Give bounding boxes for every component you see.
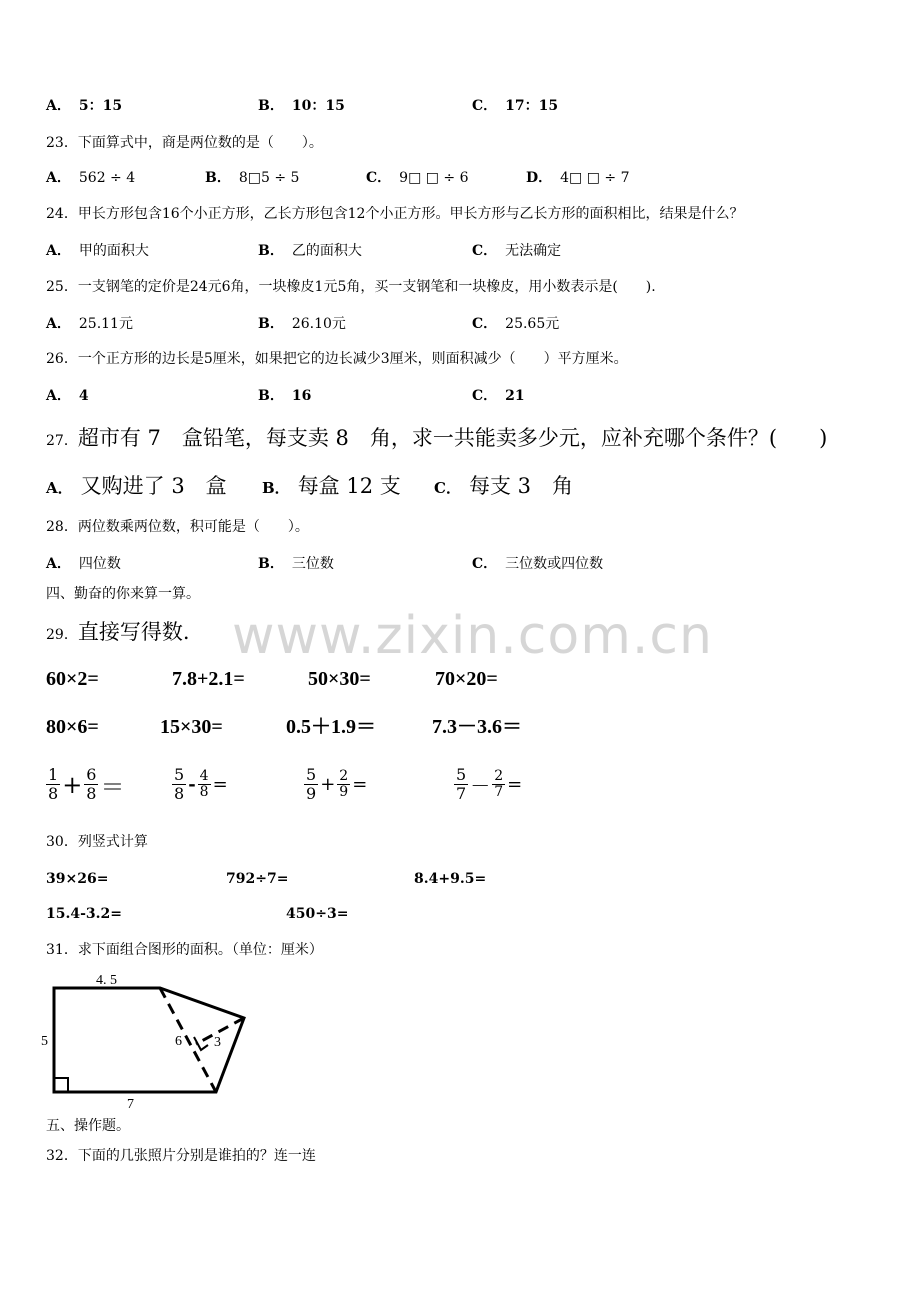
section-5-heading: 五、操作题。 (46, 1118, 130, 1134)
q28-option-a[interactable]: A． 四位数 (46, 556, 121, 572)
fraction-expression: $\frac{5}{8}$ - $\frac{4}{8}$ = (174, 765, 228, 803)
label-height: 3 (214, 1035, 221, 1050)
fraction-expression: $\frac{5}{7}$ － $\frac{2}{7}$ = (456, 765, 523, 803)
label-bottom: 7 (127, 1097, 134, 1110)
q22-option-b[interactable]: B． 10：15 (258, 98, 345, 114)
q29-number: 29． (46, 627, 78, 643)
fraction: $\frac{2}{9}$ (339, 768, 349, 800)
q23-option-c[interactable]: C． 9□ □ ÷ 6 (366, 170, 469, 186)
q25-text: 25．一支钢笔的定价是24元6角，一块橡皮1元5角，买一支钢笔和一块橡皮，用小数表示是( ). (46, 279, 656, 295)
q24-option-a[interactable]: A． 甲的面积大 (46, 243, 149, 259)
q29-title (46, 618, 190, 646)
watermark: www.zixin.com.cn (232, 606, 713, 666)
calc-item: 7.8+2.1= (172, 668, 245, 690)
q23-text: 23．下面算式中，商是两位数的是（ ）。 (46, 135, 323, 151)
q27-question: 超市有 7 盒铅笔，每支卖 8 角，求一共能卖多少元，应补充哪个条件？( ) (77, 426, 828, 450)
calc-item: 0.5＋1.9＝ (286, 716, 376, 738)
q26-option-c[interactable]: C． 21 (472, 388, 525, 404)
q23-option-d[interactable]: D． 4□ □ ÷ 7 (526, 170, 630, 186)
calc-item: 50×30= (308, 668, 371, 690)
calc-item: 70×20= (435, 668, 498, 690)
fraction: $\frac{5}{8}$ (174, 765, 185, 803)
q24-option-c[interactable]: C． 无法确定 (472, 243, 562, 259)
q26-text: 26．一个正方形的边长是5厘米，如果把它的边长减少3厘米，则面积减少（ ）平方厘米。 (46, 351, 628, 367)
fraction: $\frac{6}{8}$ (86, 765, 97, 803)
q32-text: 32．下面的几张照片分别是谁拍的？连一连 (46, 1148, 316, 1164)
q30-text: 30．列竖式计算 (46, 834, 148, 850)
section-4-heading: 四、勤奋的你来算一算。 (46, 586, 200, 602)
fraction: $\frac{2}{7}$ (494, 768, 504, 800)
q28-option-c[interactable]: C． 三位数或四位数 (472, 556, 604, 572)
q25-option-a[interactable]: A． 25.11元 (46, 316, 133, 332)
q27-option-b[interactable]: B． 每盒 12 支 (262, 474, 401, 498)
calc-item: 8.4+9.5= (414, 871, 487, 887)
q28-text: 28．两位数乘两位数，积可能是（ ）。 (46, 519, 309, 535)
q25-option-b[interactable]: B． 26.10元 (258, 316, 346, 332)
calc-item: 792÷7= (226, 871, 289, 887)
calc-item: 7.3－3.6＝ (432, 716, 522, 738)
label-left: 5 (41, 1034, 48, 1049)
q26-option-b[interactable]: B． 16 (258, 388, 312, 404)
q29-fraction-row (0, 766, 920, 812)
q25-option-c[interactable]: C． 25.65元 (472, 316, 560, 332)
label-diagonal: 6 (175, 1034, 182, 1049)
calc-item: 15×30= (160, 716, 223, 738)
q27-number: 27． (46, 433, 78, 449)
q22-option-a[interactable]: A． 5：15 (46, 98, 123, 114)
q27-text (46, 424, 827, 452)
q27-option-a[interactable]: A． 又购进了 3 盒 (46, 474, 227, 498)
corner-right-angle-mark (54, 1078, 68, 1092)
q31-text: 31．求下面组合图形的面积。（单位：厘米） (46, 942, 323, 958)
fraction: $\frac{5}{7}$ (456, 765, 467, 803)
fraction-expression: $\frac{5}{9}$ + $\frac{2}{9}$ = (306, 765, 368, 803)
fraction-expression: $\frac{1}{8}$ + $\frac{6}{8}$ ＝ (48, 765, 125, 803)
q24-text: 24．甲长方形包含16个小正方形，乙长方形包含12个小正方形。甲长方形与乙长方形的面积相比，结果是什么？ (46, 206, 744, 222)
fraction: $\frac{1}{8}$ (48, 765, 59, 803)
calc-item: 60×2= (46, 668, 99, 690)
q24-option-b[interactable]: B． 乙的面积大 (258, 243, 362, 259)
fraction: $\frac{5}{9}$ (306, 765, 317, 803)
q27-option-c[interactable]: C． 每支 3 角 (434, 474, 573, 498)
calc-item: 15.4-3.2= (46, 906, 122, 922)
q29-title-text: 直接写得数. (77, 620, 190, 644)
q23-option-a[interactable]: A． 562 ÷ 4 (46, 170, 136, 186)
calc-item: 450÷3= (286, 906, 349, 922)
calc-item: 39×26= (46, 871, 109, 887)
fraction: $\frac{4}{8}$ (199, 768, 209, 800)
q23-option-b[interactable]: B． 8□5 ÷ 5 (205, 170, 300, 186)
composite-shape-figure (38, 968, 258, 1110)
q28-option-b[interactable]: B． 三位数 (258, 556, 334, 572)
label-top: 4. 5 (96, 973, 117, 988)
q26-option-a[interactable]: A． 4 (46, 388, 89, 404)
q22-option-c[interactable]: C． 17：15 (472, 98, 559, 114)
calc-item: 80×6= (46, 716, 99, 738)
